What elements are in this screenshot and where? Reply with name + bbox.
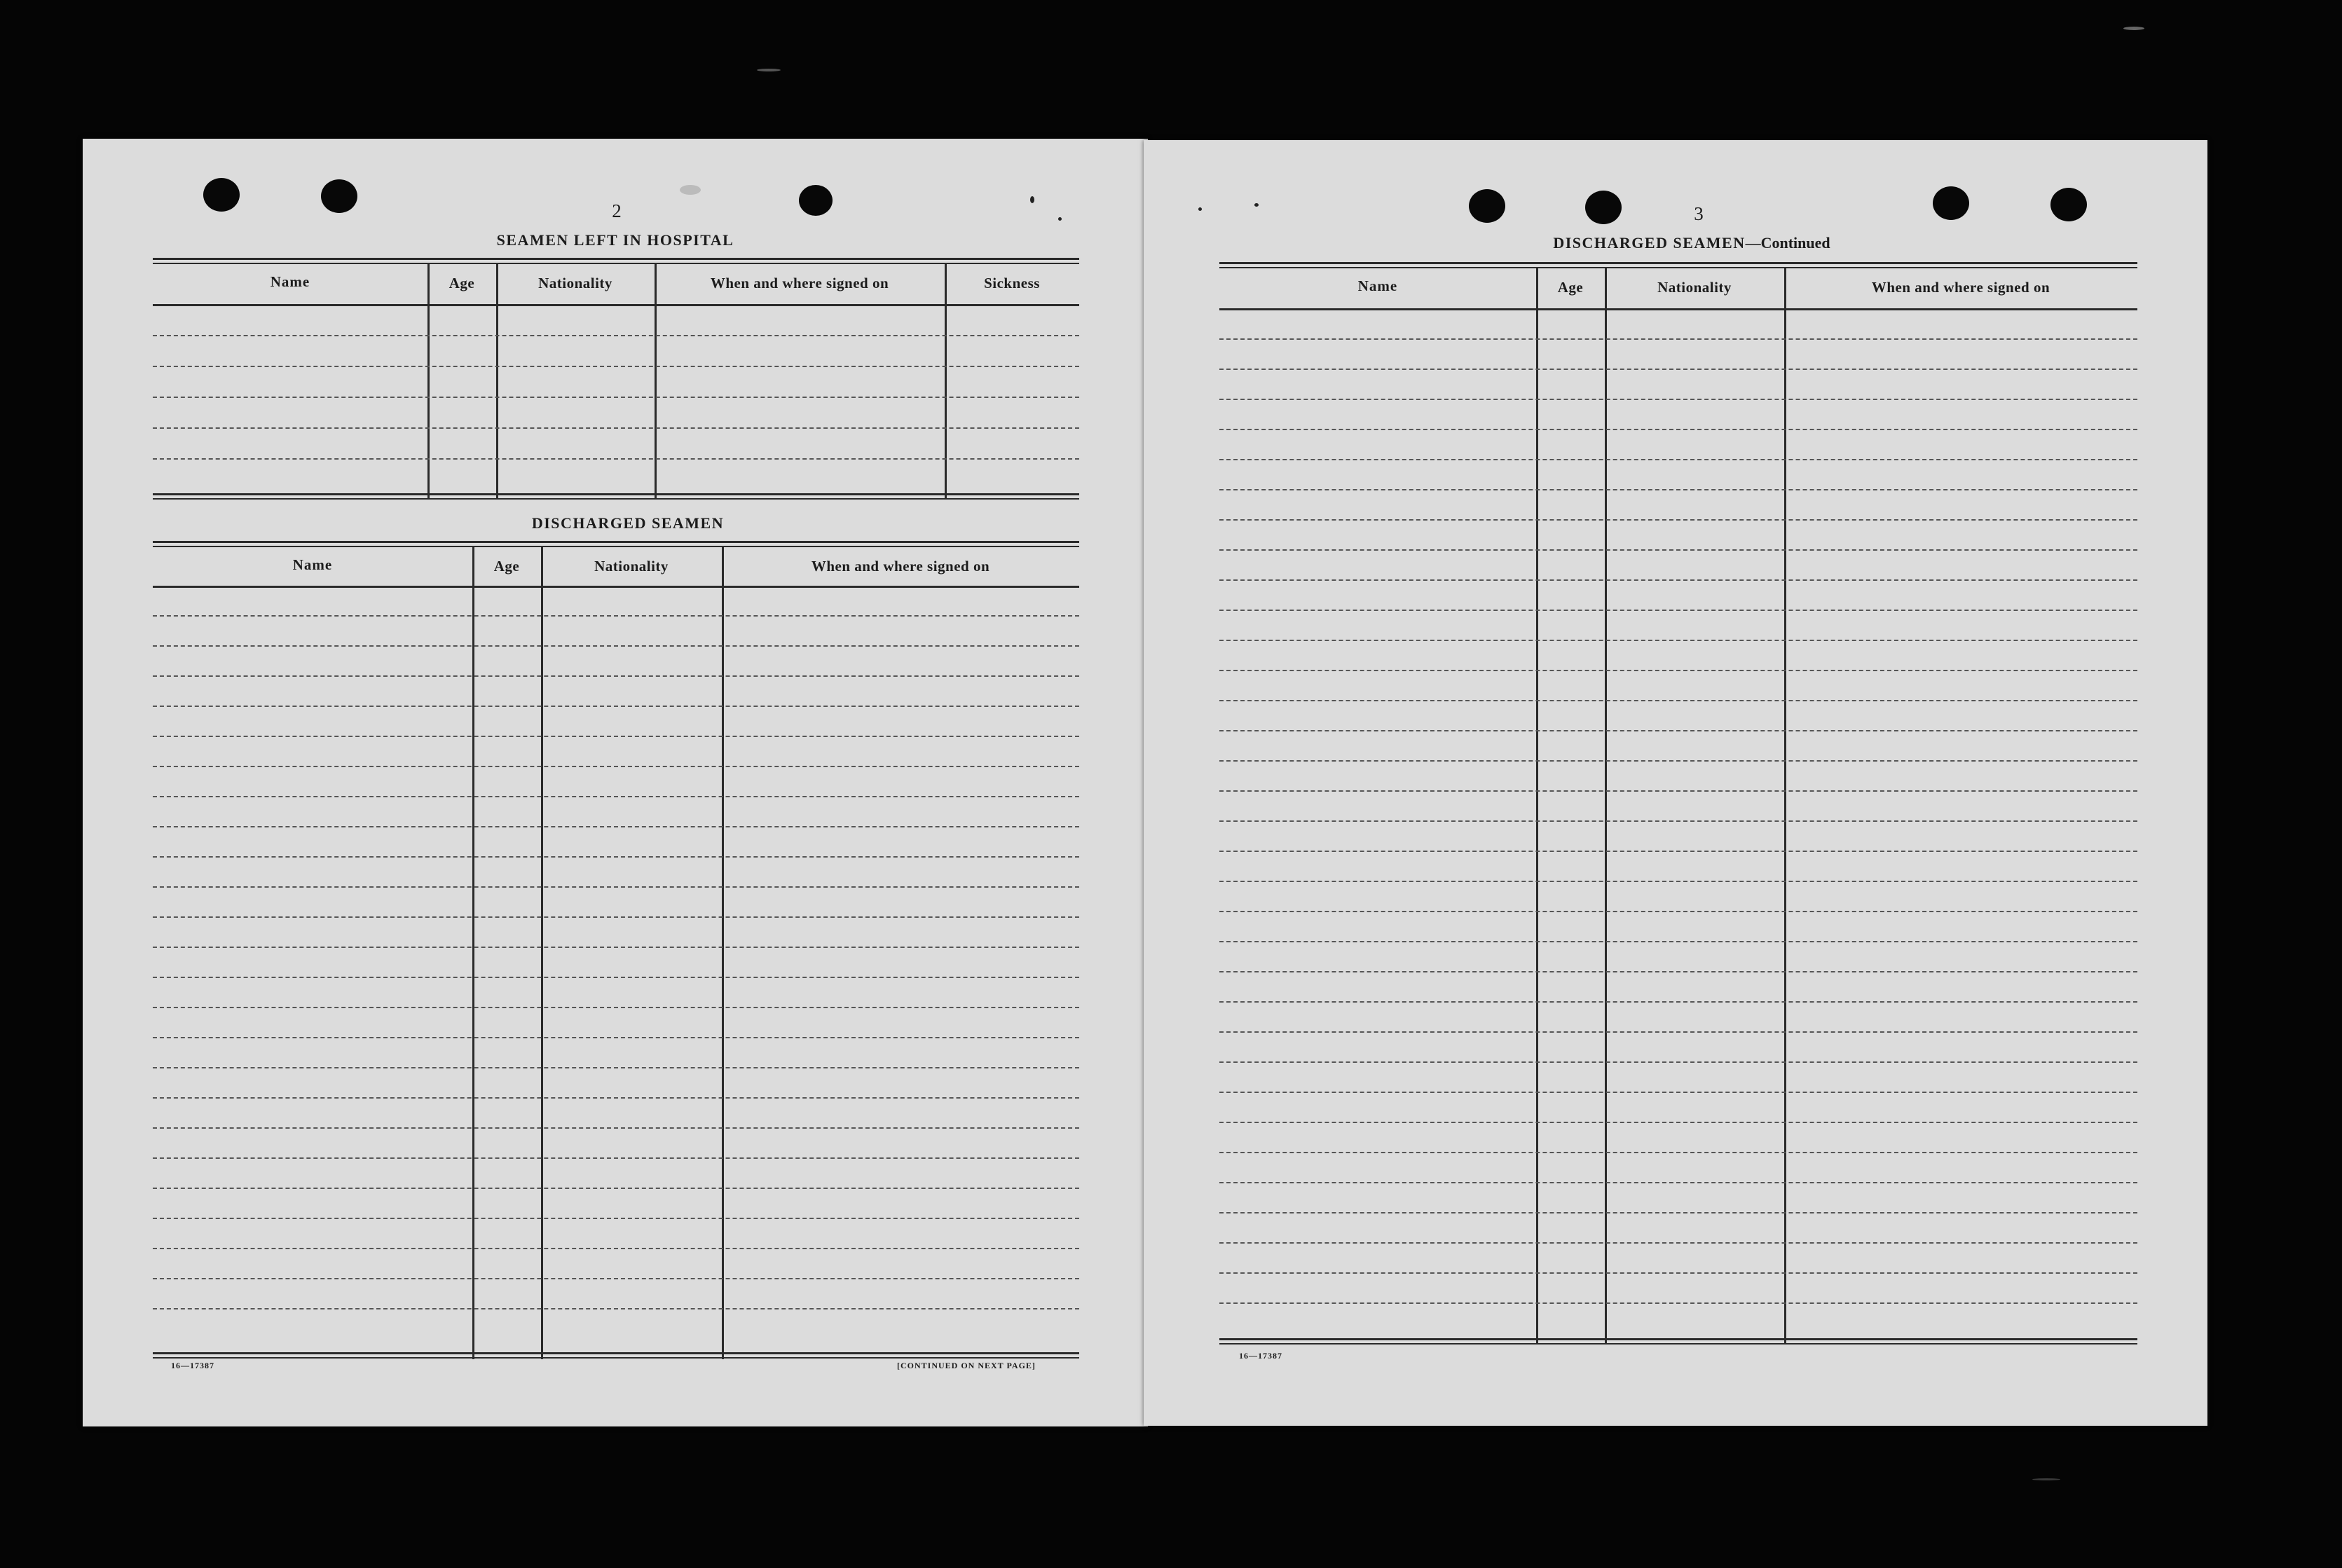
column-header-age: Age	[493, 558, 520, 575]
discharged-continued-title	[1144, 234, 2240, 252]
column-header-age: Age	[448, 275, 475, 291]
discharged-table	[153, 541, 1079, 1361]
paper-speck	[1058, 217, 1062, 221]
paper-speck	[1254, 203, 1259, 207]
column-header-nationality: Nationality	[1657, 279, 1732, 296]
hospital-section-title: SEAMEN LEFT IN HOSPITAL	[496, 231, 734, 249]
column-header-signed-on: When and where signed on	[710, 275, 889, 291]
margin-speck	[2032, 1478, 2060, 1480]
page-number: 2	[612, 200, 622, 221]
punch-hole	[1933, 186, 1969, 220]
column-header-nationality: Nationality	[538, 275, 612, 291]
column-header-signed-on: When and where signed on	[811, 558, 990, 575]
left-page	[83, 139, 1148, 1426]
column-header-age: Age	[1557, 279, 1584, 296]
print-code: 16—17387	[1239, 1351, 1282, 1361]
column-header-sickness: Sickness	[984, 275, 1040, 291]
paper-speck	[1030, 196, 1034, 203]
punch-hole	[321, 179, 357, 213]
section-title-suffix: —Continued	[1745, 234, 1830, 252]
punch-hole	[1585, 191, 1622, 224]
right-page	[1144, 140, 2207, 1426]
column-header-signed-on: When and where signed on	[1871, 279, 2050, 296]
punch-hole	[2050, 188, 2087, 221]
column-header-name: Name	[270, 273, 310, 290]
column-header-name: Name	[292, 556, 333, 573]
margin-speck	[757, 69, 781, 71]
paper-speck	[680, 185, 701, 195]
column-header-name: Name	[1357, 277, 1398, 294]
punch-hole	[203, 178, 240, 212]
page-number: 3	[1694, 203, 1704, 224]
column-header-nationality: Nationality	[594, 558, 669, 575]
punch-hole	[799, 185, 833, 216]
continued-note: [CONTINUED ON NEXT PAGE]	[897, 1361, 1036, 1370]
discharged-section-title: DISCHARGED SEAMEN	[531, 514, 725, 532]
punch-hole	[1469, 189, 1505, 223]
discharged-continued-table	[1219, 262, 2137, 1348]
paper-speck	[1198, 207, 1202, 211]
print-code: 16—17387	[171, 1361, 214, 1370]
section-title-text: DISCHARGED SEAMEN	[1553, 234, 1746, 252]
margin-speck	[2123, 27, 2144, 30]
